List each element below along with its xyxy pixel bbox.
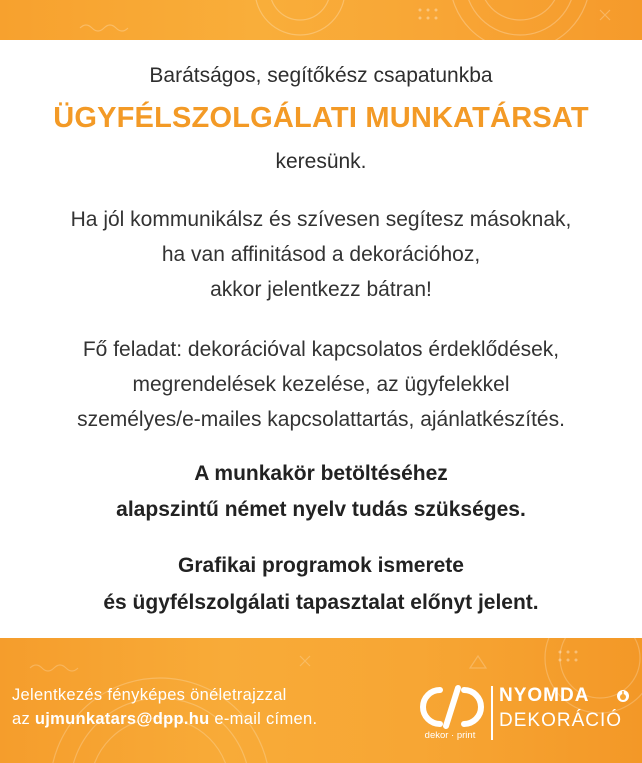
advantage-line: Grafikai programok ismerete (178, 554, 464, 577)
position-headline: ÜGYFÉLSZOLGÁLATI MUNKATÁRSAT (53, 102, 589, 134)
bottom-orange-band (0, 638, 642, 763)
requirement-line: A munkakör betöltéséhez (194, 462, 448, 485)
advantage-line: és ügyfélszolgálati tapasztalat előnyt jelent. (103, 591, 539, 614)
top-orange-band (0, 0, 642, 40)
ad-content (0, 40, 642, 638)
paragraph1-line: Ha jól kommunikálsz és szívesen segítesz másoknak, (70, 208, 572, 231)
logo-divider (491, 686, 493, 740)
logo-caption: dekor · print (424, 730, 476, 741)
brand-nyomda: NYOMDA (499, 685, 590, 706)
paragraph2-line: személyes/e-mailes kapcsolattartás, ajánlatkészítés. (77, 408, 565, 431)
footer-apply-line: Jelentkezés fényképes önéletrajzzal (12, 686, 287, 704)
requirement-line: alapszintű német nyelv tudás szükséges. (116, 498, 526, 521)
brand-circle-mark-icon (616, 689, 630, 703)
intro-end-text: keresünk. (275, 150, 367, 173)
intro-text: Barátságos, segítőkész csapatunkba (149, 64, 493, 87)
footer-email-prefix: az (12, 710, 35, 728)
brand-dekoracio: DEKORÁCIÓ (499, 710, 623, 731)
paragraph2-line: Fő feladat: dekorációval kapcsolatos érdeklődések, (82, 338, 560, 361)
footer-email-line (12, 710, 317, 729)
dekor-print-logo-icon (418, 682, 486, 732)
contact-email-link[interactable]: ujmunkatars@dpp.hu (34, 710, 210, 728)
paragraph2-line: megrendelések kezelése, az ügyfelekkel (132, 373, 510, 396)
paragraph1-line: akkor jelentkezz bátran! (210, 278, 432, 301)
paragraph1-line: ha van affinitásod a dekorációhoz, (161, 243, 481, 266)
footer-email-suffix: e-mail címen. (209, 710, 318, 728)
top-band-decoration (0, 0, 642, 40)
